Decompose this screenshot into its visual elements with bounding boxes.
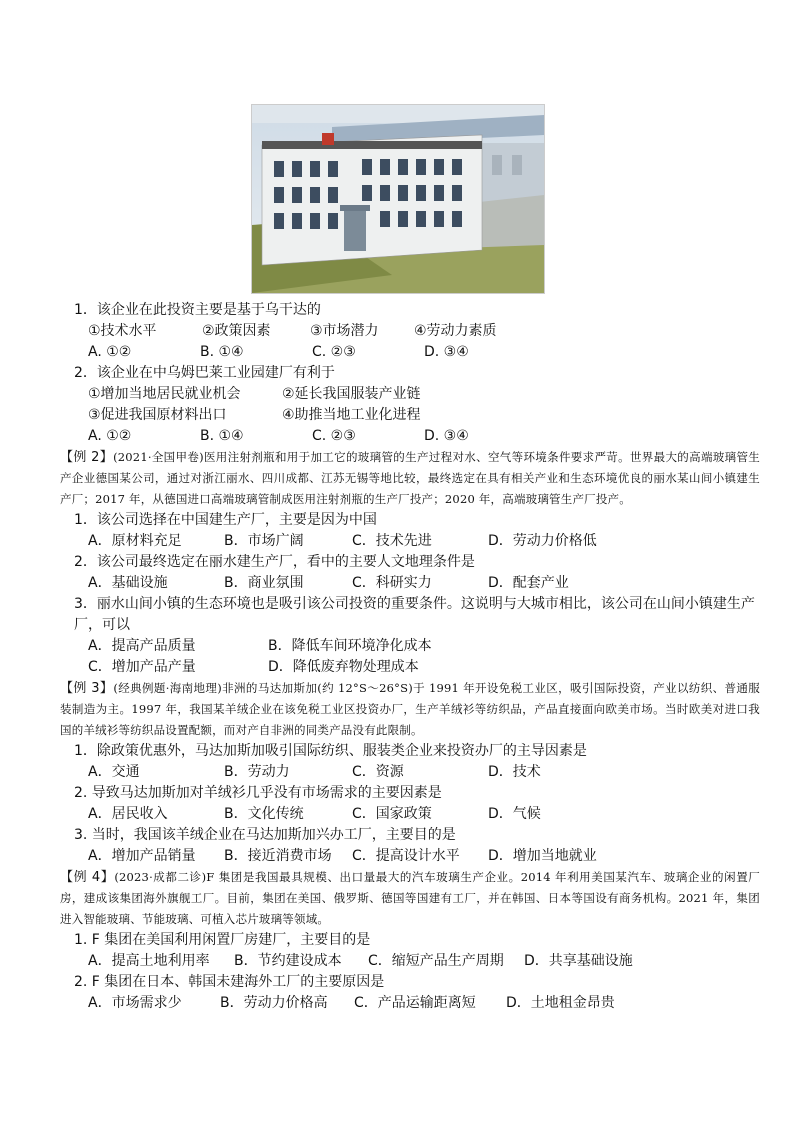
- question-text: 1．该公司选择在中国建生产厂，主要是因为中国: [74, 512, 377, 528]
- passage-text: (2023·成都二诊)F 集团是我国最具规模、出口量最大的汽车玻璃生产企业。2014 年利用美国某汽车、玻璃企业的闲置厂房，建成该集团海外旗舰工厂。目前，集团在美国、俄罗斯、德国等国建有工厂，并在韩国、日本等国设有商务机构。2021 年，集团进入智能玻璃、节能玻璃、可植入芯片玻璃等领域。: [60, 870, 760, 926]
- option-d[interactable]: D．土地租金昂贵: [506, 995, 615, 1011]
- option-c[interactable]: C．国家政策: [352, 806, 432, 822]
- options-row: [74, 804, 774, 825]
- option-a[interactable]: A．交通: [88, 764, 140, 780]
- document-body: [60, 300, 774, 1014]
- options-row: [74, 762, 774, 783]
- statement-list: [74, 321, 774, 342]
- option-b[interactable]: B．劳动力: [224, 764, 290, 780]
- option-b[interactable]: B．接近消费市场: [224, 848, 332, 864]
- question-text: 2．该公司最终选定在丽水建生产厂，看中的主要人文地理条件是: [74, 554, 475, 570]
- option-b[interactable]: B．节约建设成本: [234, 953, 342, 969]
- options-row: [74, 846, 774, 867]
- example-tag: 【例 2】: [60, 450, 114, 465]
- statement-list: [74, 405, 774, 426]
- options-row: [74, 342, 774, 363]
- statement-item: ①技术水平: [88, 323, 157, 339]
- statement-item: ②延长我国服装产业链: [282, 386, 421, 402]
- options-row: [74, 951, 774, 972]
- option-c[interactable]: C．提高设计水平: [352, 848, 460, 864]
- option-c[interactable]: C．产品运输距离短: [354, 995, 476, 1011]
- option-b[interactable]: B．降低车间环境净化成本: [268, 638, 432, 654]
- option-c[interactable]: C．技术先进: [352, 533, 432, 549]
- option-d[interactable]: D．技术: [488, 764, 541, 780]
- option-c[interactable]: C. ②③: [312, 344, 356, 360]
- question-text: 1. F 集团在美国利用闲置厂房建厂，主要目的是: [74, 932, 371, 948]
- option-a[interactable]: A．增加产品销量: [88, 848, 196, 864]
- option-c[interactable]: C．缩短产品生产周期: [368, 953, 504, 969]
- question-text: 1．该企业在此投资主要是基于乌干达的: [74, 302, 321, 318]
- option-d[interactable]: D．劳动力价格低: [488, 533, 597, 549]
- option-a[interactable]: A. ①②: [88, 428, 132, 444]
- statement-list: [74, 384, 774, 405]
- factory-photo: [251, 104, 545, 294]
- example-4-passage: [60, 867, 760, 930]
- question-text: 3．丽水山间小镇的生态环境也是吸引该公司投资的重要条件。这说明与大城市相比，该公司在山间小镇建生产厂，可以: [74, 596, 755, 633]
- option-a[interactable]: A．原材料充足: [88, 533, 182, 549]
- option-d[interactable]: D. ③④: [424, 428, 469, 444]
- option-a[interactable]: A．市场需求少: [88, 995, 182, 1011]
- option-a[interactable]: A．基础设施: [88, 575, 168, 591]
- options-row: [74, 426, 774, 447]
- question-text: 3. 当时，我国该羊绒企业在马达加斯加兴办工厂，主要目的是: [74, 827, 456, 843]
- statement-item: ①增加当地居民就业机会: [88, 386, 241, 402]
- option-c[interactable]: C．增加产品产量: [88, 659, 196, 675]
- option-c[interactable]: C．资源: [352, 764, 404, 780]
- statement-item: ④助推当地工业化进程: [282, 407, 421, 423]
- option-b[interactable]: B．文化传统: [224, 806, 304, 822]
- question-text: 1．除政策优惠外，马达加斯加吸引国际纺织、服装类企业来投资办厂的主导因素是: [74, 743, 587, 759]
- option-a[interactable]: A．居民收入: [88, 806, 168, 822]
- option-b[interactable]: B. ①④: [200, 428, 244, 444]
- passage-text: (经典例题·海南地理)非洲的马达加斯加(约 12°S～26°S)于 1991 年开设免税工业区，吸引国际投资，产业以纺织、普通服装制造为主。1997 年，我国某羊绒企业在该免税工业区投资办厂，生产羊绒衫等纺织品，产品直接面向欧美市场。当时欧美对进口我国的羊绒衫等纺织品设置配额，而对产自非洲的同类产品没有此限制。: [60, 681, 761, 737]
- option-c[interactable]: C. ②③: [312, 428, 356, 444]
- options-row: [74, 993, 774, 1014]
- passage-text: (2021·全国甲卷)医用注射剂瓶和用于加工它的玻璃管的生产过程对水、空气等环境条件要求严苛。世界最大的高端玻璃管生产企业德国某公司，通过对浙江丽水、四川成都、江苏无锡等地比较，最终选定在具有相关产业和生态环境优良的丽水某山间小镇建生产厂；2017 年，从德国进口高端玻璃管制成医用注射剂瓶的生产厂投产；2020 年，高端玻璃管生产厂投产。: [60, 450, 760, 506]
- option-d[interactable]: D．配套产业: [488, 575, 569, 591]
- example-3-passage: [60, 678, 760, 741]
- option-b[interactable]: B．商业氛围: [224, 575, 304, 591]
- option-a[interactable]: A. ①②: [88, 344, 132, 360]
- option-a[interactable]: A．提高土地利用率: [88, 953, 210, 969]
- example-tag: 【例 3】: [60, 681, 114, 696]
- factory-illustration: [252, 105, 544, 293]
- options-row: [74, 573, 774, 594]
- statement-item: ③市场潜力: [310, 323, 379, 339]
- question-text: 2. 导致马达加斯加对羊绒衫几乎没有市场需求的主要因素是: [74, 785, 442, 801]
- options-row: [74, 531, 774, 552]
- option-d[interactable]: D. ③④: [424, 344, 469, 360]
- options-row: [74, 636, 774, 657]
- option-d[interactable]: D．降低废弃物处理成本: [268, 659, 419, 675]
- option-d[interactable]: D．共享基础设施: [524, 953, 633, 969]
- option-d[interactable]: D．气候: [488, 806, 541, 822]
- option-b[interactable]: B．市场广阔: [224, 533, 304, 549]
- statement-item: ②政策因素: [202, 323, 271, 339]
- option-b[interactable]: B. ①④: [200, 344, 244, 360]
- question-text: 2．该企业在中乌姆巴莱工业园建厂有利于: [74, 365, 335, 381]
- example-2-passage: [60, 447, 760, 510]
- example-tag: 【例 4】: [60, 870, 115, 885]
- statement-item: ③促进我国原材料出口: [88, 407, 227, 423]
- option-b[interactable]: B．劳动力价格高: [220, 995, 328, 1011]
- statement-item: ④劳动力素质: [414, 323, 497, 339]
- option-a[interactable]: A．提高产品质量: [88, 638, 196, 654]
- options-row: [74, 657, 774, 678]
- option-d[interactable]: D．增加当地就业: [488, 848, 597, 864]
- option-c[interactable]: C．科研实力: [352, 575, 432, 591]
- question-text: 2. F 集团在日本、韩国未建海外工厂的主要原因是: [74, 974, 385, 990]
